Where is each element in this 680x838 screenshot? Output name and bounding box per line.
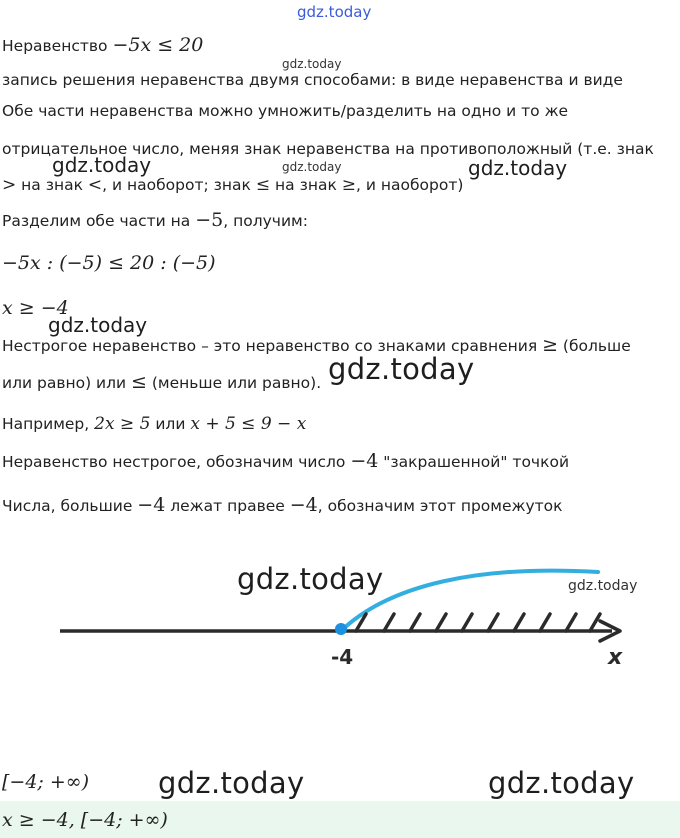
- line-2: запись решения неравенства двумя способами: в виде неравенства и виде: [2, 71, 623, 89]
- line-6: [2, 209, 308, 231]
- point-label: -4: [331, 645, 354, 669]
- text-fragment: "закрашенной" точкой: [378, 453, 570, 471]
- watermark-top: gdz.today: [297, 3, 372, 21]
- watermark-small: gdz.today: [568, 578, 638, 594]
- line-3: Обе части неравенства можно умножить/разделить на одно и то же: [2, 102, 569, 120]
- text-fragment: (меньше или равно).: [146, 374, 322, 392]
- math-equation: −5x : (−5) ≤ 20 : (−5): [2, 252, 216, 274]
- interval-notation: [−4; +∞): [2, 771, 90, 793]
- math-symbol: ≥: [341, 175, 356, 195]
- answer-box: [0, 801, 680, 838]
- text-fragment: , обозначим этот промежуток: [317, 497, 563, 515]
- watermark-large: gdz.today: [237, 562, 384, 596]
- text-fragment: Нестрогое неравенство – это неравенство со знаками сравнения: [2, 337, 543, 355]
- math-symbol: <: [87, 175, 103, 195]
- watermark-medium: gdz.today: [48, 313, 148, 337]
- axis-label: x: [608, 645, 623, 670]
- line-13: [2, 494, 563, 516]
- text-fragment: Например,: [2, 415, 95, 433]
- math-inline: −4: [350, 450, 379, 472]
- math-symbol: >: [2, 175, 17, 195]
- line-9: [2, 334, 631, 356]
- text-fragment: , и наоборот; знак: [102, 176, 256, 194]
- text-fragment: или: [150, 415, 191, 433]
- math-example-2: x + 5 ≤ 9 − x: [190, 414, 307, 434]
- math-inequality: −5x ≤ 20: [112, 34, 204, 56]
- line-10: [2, 371, 321, 393]
- watermark-medium: gdz.today: [468, 156, 568, 180]
- line-4: отрицательное число, меняя знак неравенства на противоположный (т.е. знак: [2, 140, 654, 158]
- text-fragment: Числа, большие: [2, 497, 138, 515]
- math-symbol: ≤: [131, 371, 147, 393]
- watermark-large: gdz.today: [488, 766, 635, 800]
- math-result: x ≥ −4: [2, 297, 69, 319]
- math-example-1: 2x ≥ 5: [94, 414, 151, 434]
- filled-point: [335, 623, 347, 635]
- math-inline: −4: [289, 494, 318, 516]
- text-fragment: , и наоборот): [356, 176, 464, 194]
- watermark-medium: gdz.today: [52, 153, 152, 177]
- line-inequality: [2, 34, 203, 56]
- number-line-diagram: [0, 550, 680, 700]
- line-5: [2, 175, 463, 195]
- watermark-small: gdz.today: [282, 160, 342, 174]
- line-12: [2, 450, 569, 472]
- interval-arc: [341, 571, 598, 631]
- math-inline: −5: [195, 209, 224, 231]
- text-fragment: или равно) или: [2, 374, 132, 392]
- text-fragment: Неравенство нестрогое, обозначим число: [2, 453, 351, 471]
- math-symbol: ≤: [255, 175, 271, 195]
- answer-text: x ≥ −4, [−4; +∞): [2, 809, 168, 831]
- watermark-small: gdz.today: [282, 57, 342, 71]
- math-inline: −4: [137, 494, 166, 516]
- text-fragment: (больше: [558, 337, 631, 355]
- watermark-large: gdz.today: [328, 352, 475, 386]
- text-fragment: лежат правее: [165, 497, 290, 515]
- interval-hatching: [356, 614, 600, 631]
- math-symbol: ≥: [542, 334, 558, 356]
- text-fragment: , получим:: [223, 212, 308, 230]
- watermark-large: gdz.today: [158, 766, 305, 800]
- text-fragment: на знак: [270, 176, 342, 194]
- text-fragment: на знак: [16, 176, 88, 194]
- line-11: [2, 414, 306, 434]
- text-fragment: Разделим обе части на: [2, 212, 196, 230]
- text-fragment: Неравенство: [2, 37, 113, 55]
